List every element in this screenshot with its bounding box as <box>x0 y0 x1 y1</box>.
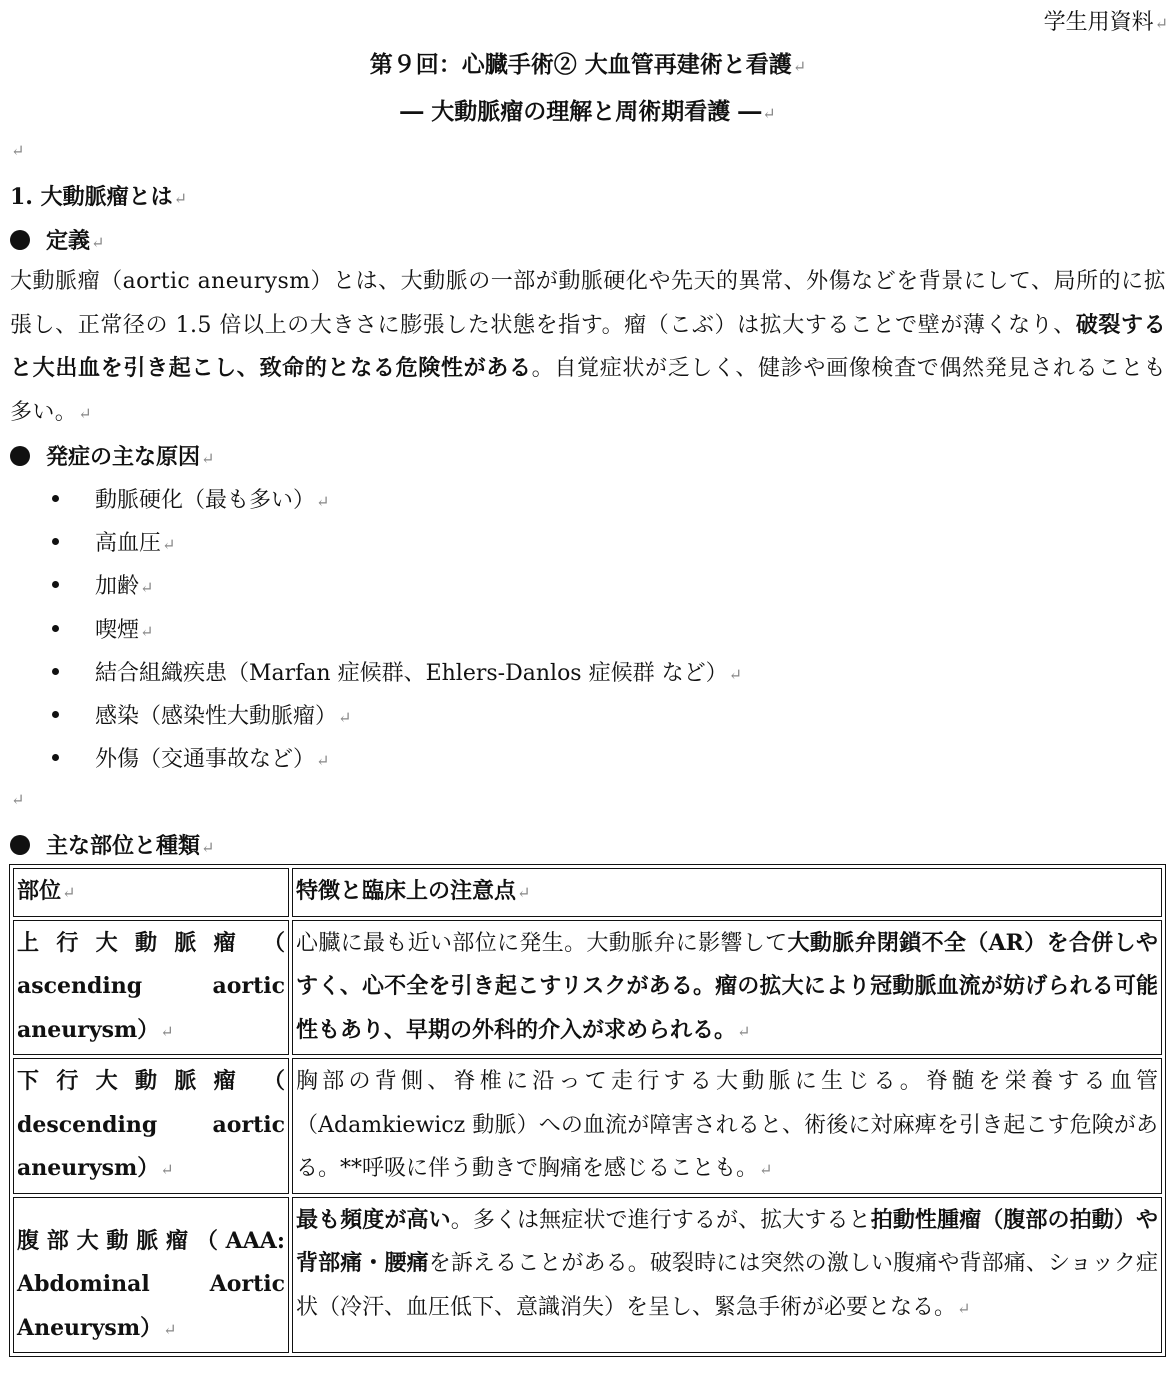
table-header-row <box>13 868 1162 917</box>
return-mark-icon: ↵ <box>338 708 352 727</box>
return-mark-icon: ↵ <box>78 403 93 423</box>
section-heading: 1. 大動脈瘤とは↵ <box>10 184 188 210</box>
site-cell: 上行大動脈瘤 （ ascending aortic aneurysm）↵ <box>13 920 289 1056</box>
list-item: 高血圧↵ <box>52 526 175 557</box>
bullet-icon <box>10 446 30 466</box>
return-mark-icon: ↵ <box>11 141 25 160</box>
return-mark-icon: ↵ <box>162 535 176 554</box>
list-item: 外傷（交通事故など）↵ <box>52 742 329 773</box>
bullet-icon <box>52 754 59 761</box>
table-row <box>13 1058 1162 1194</box>
return-mark-icon: ↵ <box>160 1160 174 1179</box>
return-mark-icon: ↵ <box>163 1319 177 1339</box>
return-mark-icon: ↵ <box>316 492 330 511</box>
aneurysm-types-table <box>9 864 1166 1357</box>
list-item: 感染（感染性大動脈瘤）↵ <box>52 699 351 730</box>
return-mark-icon: ↵ <box>201 449 215 468</box>
bullet-icon <box>52 581 59 588</box>
bullet-icon <box>52 538 59 545</box>
list-item: 加齢↵ <box>52 569 153 600</box>
bullet-icon <box>52 668 59 675</box>
return-mark-icon: ↵ <box>759 1160 773 1179</box>
site-cell: 腹部大動脈瘤（AAA: Abdominal Aortic Aneurysm）↵ <box>13 1197 289 1354</box>
return-mark-icon: ↵ <box>517 883 531 902</box>
return-mark-icon: ↵ <box>140 622 154 641</box>
definition-paragraph: 大動脈瘤（aortic aneurysm）とは、大動脈の一部が動脈硬化や先天的異常、外傷などを背景にして、局所的に拡張し、正常径の 1.5 倍以上の大きさに膨張した状態を指す。瘤（こぶ）は拡大することで壁が薄くなり、破裂すると大出血を引き起こし、致命的となる危険性がある。自覚症状が乏しく、健診や画像検査で偶然発見されることも多い。↵ <box>10 269 1166 425</box>
return-mark-icon: ↵ <box>201 838 215 857</box>
return-mark-icon: ↵ <box>140 578 154 597</box>
description-cell: 胸部の背側、脊椎に沿って走行する大動脈に生じる。脊髄を栄養する血管（Adamkiewicz 動脈）への血流が障害されると、術後に対麻痺を引き起こす危険がある。**呼吸に伴う動きで胸痛を感じることも。↵ <box>292 1058 1162 1194</box>
return-mark-icon: ↵ <box>762 104 776 123</box>
table-row <box>13 920 1162 1056</box>
table-header-cell: 特徴と臨床上の注意点↵ <box>292 868 1162 917</box>
empty-line <box>10 137 24 162</box>
return-mark-icon: ↵ <box>11 790 25 809</box>
return-mark-icon: ↵ <box>737 1021 751 1041</box>
document-label: 学生用資料↵ <box>1043 10 1168 35</box>
list-item: 動脈硬化（最も多い）↵ <box>52 483 329 514</box>
return-mark-icon: ↵ <box>91 233 105 252</box>
description-cell: 心臓に最も近い部位に発生。大動脈弁に影響して大動脈弁閉鎖不全（AR）を合併しやすく、心不全を引き起こすリスクがある。瘤の拡大により冠動脈血流が妨げられる可能性もあり、早期の外科的介入が求められる。↵ <box>292 920 1162 1056</box>
return-mark-icon: ↵ <box>173 189 188 208</box>
definition-heading: 定義↵ <box>10 224 104 255</box>
return-mark-icon: ↵ <box>792 57 807 76</box>
description-cell: 最も頻度が高い。多くは無症状で進行するが、拡大すると拍動性腫瘤（腹部の拍動）や背部痛・腰痛を訴えることがある。破裂時には突然の激しい腹痛や背部痛、ショック症状（冷汗、血圧低下、意識消失）を呈し、緊急手術が必要となる。↵ <box>292 1197 1162 1354</box>
return-mark-icon: ↵ <box>957 1298 971 1318</box>
causes-heading: 発症の主な原因↵ <box>10 440 214 471</box>
bullet-icon <box>52 495 59 502</box>
page-title: 第９回：心臓手術② 大血管再建術と看護↵ <box>369 51 807 78</box>
types-heading: 主な部位と種類↵ <box>10 829 214 860</box>
bullet-icon <box>52 625 59 632</box>
empty-line <box>10 786 24 811</box>
return-mark-icon: ↵ <box>62 883 76 902</box>
return-mark-icon: ↵ <box>728 665 742 684</box>
return-mark-icon: ↵ <box>316 751 330 770</box>
table-row <box>13 1197 1162 1354</box>
return-mark-icon: ↵ <box>1154 14 1168 33</box>
bullet-icon <box>10 835 30 855</box>
table-header-cell: 部位↵ <box>13 868 289 917</box>
list-item: 喫煙↵ <box>52 613 153 644</box>
bullet-icon <box>52 711 59 718</box>
list-item: 結合組織疾患（Marfan 症候群、Ehlers-Danlos 症候群 など）↵ <box>52 656 742 687</box>
page-subtitle: ― 大動脈瘤の理解と周術期看護 ―↵ <box>400 98 776 125</box>
bullet-icon <box>10 230 30 250</box>
return-mark-icon: ↵ <box>160 1021 174 1041</box>
site-cell: 下行大動脈瘤 （ descending aortic aneurysm）↵ <box>13 1058 289 1194</box>
